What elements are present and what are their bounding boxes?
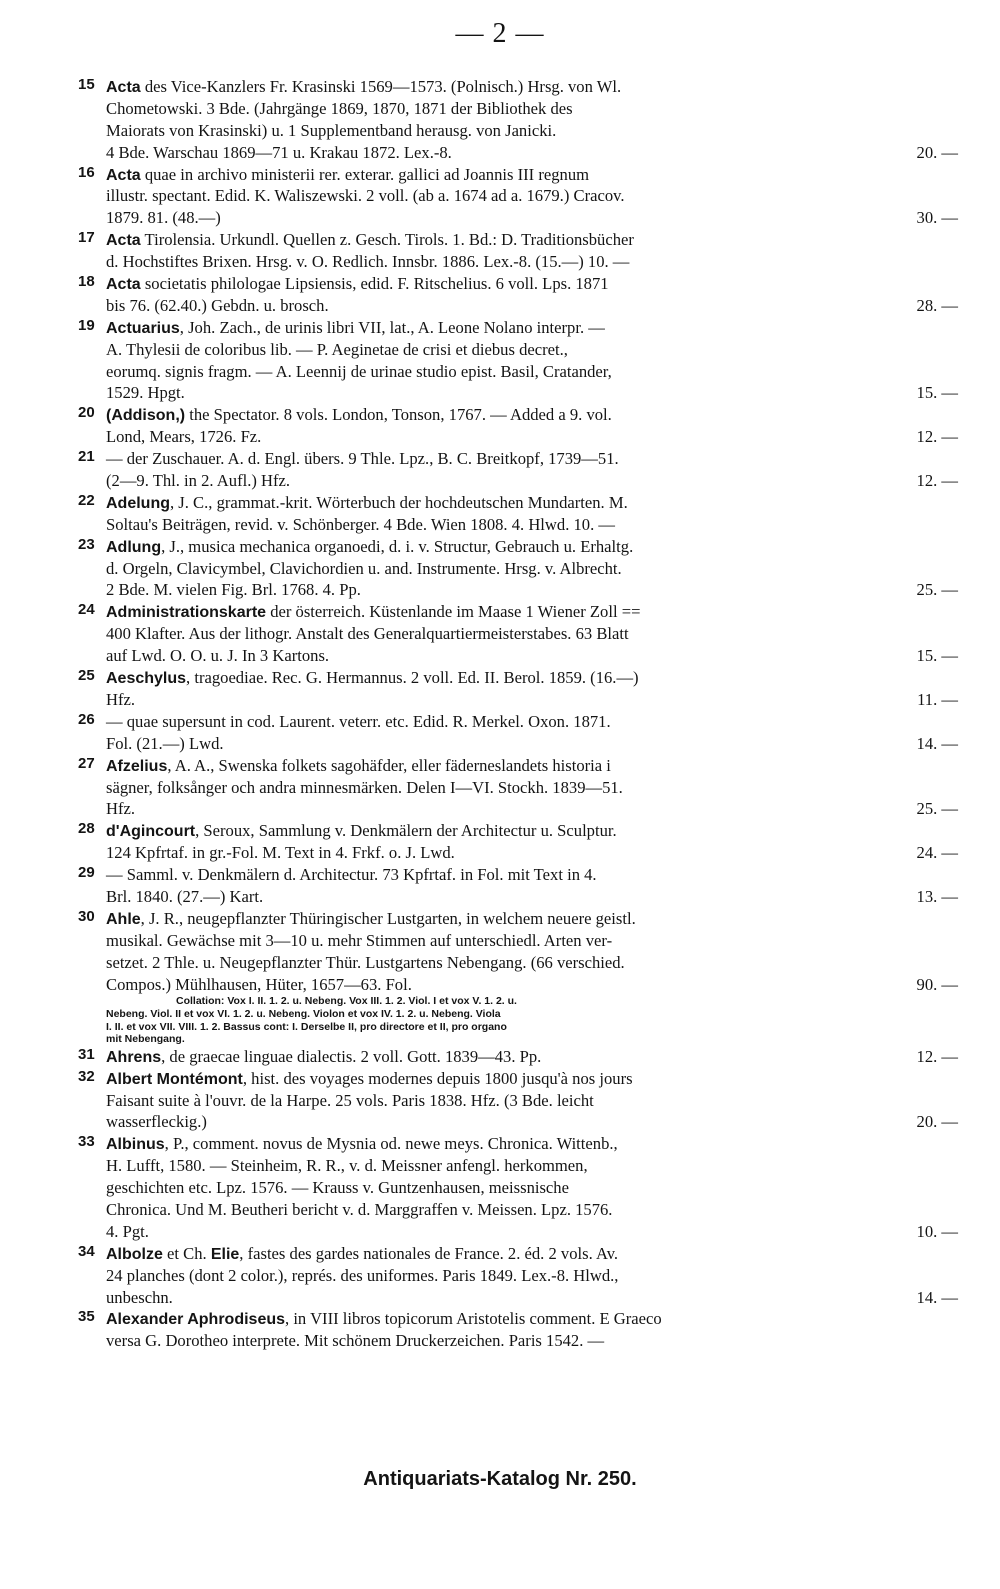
entry-number: 20 [78,404,95,422]
entry-headword: Ahle [106,910,141,928]
entry-price: 20. — [916,142,958,162]
entry-text: 1529. Hpgt. [106,383,185,403]
entry-number: 21 [78,448,95,466]
entry-price: 15. — [916,383,958,403]
entry-text: d'Agincourt, Seroux, Sammlung v. Denkmälern der Architectur u. Sculptur. [106,821,617,841]
entry-text: d. Orgeln, Clavicymbel, Clavichordien u. and. Instrumente. Hrsg. v. Albrecht. [106,558,622,578]
entry-text: Chometowski. 3 Bde. (Jahrgänge 1869, 1870, 1871 der Bibliothek des [106,98,573,118]
entry-headword: Acta [106,232,141,250]
entry-text: Administrationskarte der österreich. Küstenlande im Maase 1 Wiener Zoll == [106,602,641,622]
entry-headword: Albolze [106,1245,163,1263]
entry-headword: d'Agincourt [106,823,196,841]
entry-headword: Actuarius [106,319,180,337]
entry-text: Acta societatis philologae Lipsiensis, edid. F. Ritschelius. 6 voll. Lps. 1871 [106,274,609,294]
entry-text: sägner, folksånger och andra minnesmärken. Delen I—VI. Stockh. 1839—51. [106,777,623,797]
entry-text: Adlung, J., musica mechanica organoedi, d. i. v. Structur, Gebrauch u. Erhaltg. [106,536,634,556]
entry-text: Actuarius, Joh. Zach., de urinis libri VII, lat., A. Leone Nolano interpr. — [106,317,605,337]
entry-text: Aeschylus, tragoediae. Rec. G. Hermannus. 2 voll. Ed. II. Berol. 1859. (16.—) [106,668,639,688]
entry-text: Ahle, J. R., neugepflanzter Thüringischer Lustgarten, in welchem neuere geistl. [106,908,636,928]
entry-price: 30. — [916,208,958,228]
entry-text: Albolze et Ch. Elie, fastes des gardes nationales de France. 2. éd. 2 vols. Av. [106,1243,619,1263]
entry-text: wasserfleckig.) [106,1112,207,1132]
catalog-entry [78,1068,958,1134]
catalog-entry [78,1308,958,1352]
catalog-entry [78,229,958,273]
entry-number: 24 [78,601,95,619]
entry-text: mit Nebengang. [106,1033,185,1046]
entry-number: 16 [78,163,95,181]
entry-text: Albinus, P., comment. novus de Mysnia od. newe meys. Chronica. Wittenb., [106,1134,618,1154]
entry-price: 25. — [916,580,958,600]
entry-text: Alexander Aphrodiseus, in VIII libros topicorum Aristotelis comment. E Graeco [106,1309,662,1329]
entry-price: 10. — [916,1221,958,1241]
entry-text: 400 Klafter. Aus der lithogr. Anstalt des Generalquartiermeisterstabes. 63 Blatt [106,624,629,644]
entry-headword: Albert Montémont [106,1070,243,1088]
entry-text: 4 Bde. Warschau 1869—71 u. Krakau 1872. Lex.-8. [106,142,452,162]
entry-number: 30 [78,907,95,925]
entry-text: Acta Tirolensia. Urkundl. Quellen z. Gesch. Tirols. 1. Bd.: D. Traditionsbücher [106,230,634,250]
entry-text: Lond, Mears, 1726. Fz. [106,427,262,447]
catalog-entry [78,164,958,230]
entry-number: 17 [78,229,95,247]
entry-text: Acta des Vice-Kanzlers Fr. Krasinski 1569—1573. (Polnisch.) Hrsg. von Wl. [106,77,622,96]
entry-headword: Ahrens [106,1048,162,1066]
entry-headword: Aeschylus [106,670,187,688]
entry-headword: Administrationskarte [106,604,267,622]
catalog-entry [78,820,958,864]
entry-text: versa G. Dorotheo interprete. Mit schönem Druckerzeichen. Paris 1542. — [106,1331,605,1351]
entry-text: Adelung, J. C., grammat.-krit. Wörterbuch der hochdeutschen Mundarten. M. [106,492,628,512]
entry-price: 20. — [916,1112,958,1132]
catalog-entry [78,492,958,536]
entry-text: Compos.) Mühlhausen, Hüter, 1657—63. Fol. [106,974,412,994]
entry-text: geschichten etc. Lpz. 1576. — Krauss v. Guntzenhausen, meissnische [106,1178,569,1198]
entry-text: unbeschn. [106,1287,173,1307]
entry-headword: Acta [106,166,141,184]
entry-text: Albert Montémont, hist. des voyages modernes depuis 1800 jusqu'à nos jours [106,1068,633,1088]
entry-text: 124 Kpfrtaf. in gr.-Fol. M. Text in 4. Frkf. o. J. Lwd. [106,843,455,863]
entry-text: illustr. spectant. Edid. K. Waliszewski. 2 voll. (ab a. 1674 ad a. 1679.) Cracov. [106,186,625,206]
entry-text: Fol. (21.—) Lwd. [106,733,224,753]
entry-number: 31 [78,1045,95,1063]
page-number: — 2 — [455,18,545,49]
entry-text: Maiorats von Krasinski) u. 1 Supplementband herausg. von Janicki. [106,120,557,140]
entry-number: 22 [78,491,95,509]
catalog-entry [78,317,958,405]
entry-text: Nebeng. Viol. II et vox VI. 1. 2. u. Nebeng. Violon et vox IV. 1. 2. u. Nebeng. Viola [106,1008,501,1020]
entry-number: 23 [78,535,95,553]
catalog-entry [78,536,958,602]
catalog-footer: Antiquariats-Katalog Nr. 250. [363,1468,637,1490]
entry-price: 14. — [916,1287,958,1307]
entry-number: 18 [78,273,95,291]
entry-price: 12. — [916,427,958,447]
catalog-entry [78,667,958,711]
entry-price: 11. — [917,689,958,709]
entry-text: Chronica. Und M. Beutheri bericht v. d. Marggraffen v. Meissen. Lpz. 1576. [106,1200,613,1220]
catalog-entry [78,273,958,317]
entry-text: bis 76. (62.40.) Gebdn. u. brosch. [106,295,329,315]
entry-text: (2—9. Thl. in 2. Aufl.) Hfz. [106,471,291,491]
entry-text: I. II. et vox VII. VIII. 1. 2. Bassus cont: I. Derselbe II, pro directore et II, pro organo [106,1020,507,1033]
entry-price: 12. — [916,1046,958,1066]
entry-headword: Acta [106,79,141,96]
entry-text: d. Hochstiftes Brixen. Hrsg. v. O. Redlich. Innsbr. 1886. Lex.-8. (15.—) 10. — [106,252,630,272]
entry-headword: (Addison,) [106,407,186,425]
entry-number: 27 [78,754,95,772]
entry-text: (Addison,) the Spectator. 8 vols. London, Tonson, 1767. — Added a 9. vol. [106,405,612,425]
entry-headword: Albinus [106,1136,165,1154]
catalog-entry [78,755,958,821]
entry-price: 24. — [916,843,958,863]
catalog-entry [78,76,958,164]
entry-text: eorumq. signis fragm. — A. Leennij de urinae studio epist. Basil, Cratander, [106,361,612,381]
entry-number: 25 [78,667,95,685]
entry-text: Ahrens, de graecae linguae dialectis. 2 voll. Gott. 1839—43. Pp. [106,1046,542,1066]
entry-number: 26 [78,710,95,728]
entry-text: — der Zuschauer. A. d. Engl. übers. 9 Thle. Lpz., B. C. Breitkopf, 1739—51. [106,449,619,469]
entry-headword: Adlung [106,538,162,556]
catalog-entry [78,1133,958,1242]
catalog-entry [78,864,958,908]
catalog-entry [78,1046,958,1068]
entry-text: 2 Bde. M. vielen Fig. Brl. 1768. 4. Pp. [106,580,361,600]
entry-text: H. Lufft, 1580. — Steinheim, R. R., v. d. Meissner anfengl. herkommen, [106,1156,588,1176]
entry-text: Afzelius, A. A., Swenska folkets sagohäfder, eller fäderneslandets historia i [106,755,611,775]
catalog-entry [78,711,958,755]
entry-number: 33 [78,1133,95,1151]
entry-text: Soltau's Beiträgen, revid. v. Schönberger. 4 Bde. Wien 1808. 4. Hlwd. 10. — [106,514,615,534]
entry-headword: Afzelius [106,757,168,775]
entry-headword: Elie [210,1245,240,1263]
entry-price: 28. — [916,295,958,315]
entry-number: 29 [78,864,95,882]
entry-text: Faisant suite à l'ouvr. de la Harpe. 25 vols. Paris 1838. Hfz. (3 Bde. leicht [106,1090,594,1110]
catalog-entry [78,404,958,448]
entry-text: — Samml. v. Denkmälern d. Architectur. 73 Kpfrtaf. in Fol. mit Text in 4. [106,865,597,885]
catalog-entry [78,1243,958,1309]
catalog-entry [78,908,958,1046]
entry-text: musikal. Gewächse mit 3—10 u. mehr Stimmen auf unterschiedl. Arten ver- [106,930,613,950]
catalog-entry [78,601,958,667]
entry-headword: Adelung [106,494,170,512]
entry-text: 1879. 81. (48.—) [106,208,221,228]
entry-text: Hfz. [106,799,136,819]
entry-text: Brl. 1840. (27.—) Kart. [106,886,264,906]
catalog-entry [78,448,958,492]
entry-price: 25. — [916,799,958,819]
entry-text: 4. Pgt. [106,1221,149,1241]
entry-number: 34 [78,1242,95,1260]
entry-text: Collation: Vox I. II. 1. 2. u. Nebeng. Vox III. 1. 2. Viol. I et vox V. 1. 2. u. [176,995,517,1008]
entry-text: auf Lwd. O. O. u. J. In 3 Kartons. [106,646,330,666]
entry-number: 28 [78,820,95,838]
entry-collation [106,995,958,1045]
entry-price: 12. — [916,471,958,491]
entry-price: 90. — [916,974,958,994]
entry-text: — quae supersunt in cod. Laurent. veterr. etc. Edid. R. Merkel. Oxon. 1871. [106,711,611,731]
entry-number: 32 [78,1067,95,1085]
entry-text: 24 planches (dont 2 color.), représ. des uniformes. Paris 1849. Lex.-8. Hlwd., [106,1265,619,1285]
entry-headword: Acta [106,276,141,294]
entry-text: A. Thylesii de coloribus lib. — P. Aeginetae de crisi et diebus decret., [106,339,568,359]
entry-price: 13. — [916,886,958,906]
entry-text: setzet. 2 Thle. u. Neugepflanzter Thür. Lustgartens Nebengang. (66 verschied. [106,952,625,972]
entry-text: Hfz. [106,689,136,709]
entry-price: 14. — [916,733,958,753]
entry-headword: Alexander Aphrodiseus [106,1311,286,1329]
entry-number: 35 [78,1308,95,1326]
catalog-entries [78,76,958,1352]
entry-price: 15. — [916,646,958,666]
entry-number: 19 [78,316,95,334]
entry-text: Acta quae in archivo ministerii rer. exterar. gallici ad Joannis III regnum [106,164,590,184]
entry-number: 15 [78,76,95,93]
